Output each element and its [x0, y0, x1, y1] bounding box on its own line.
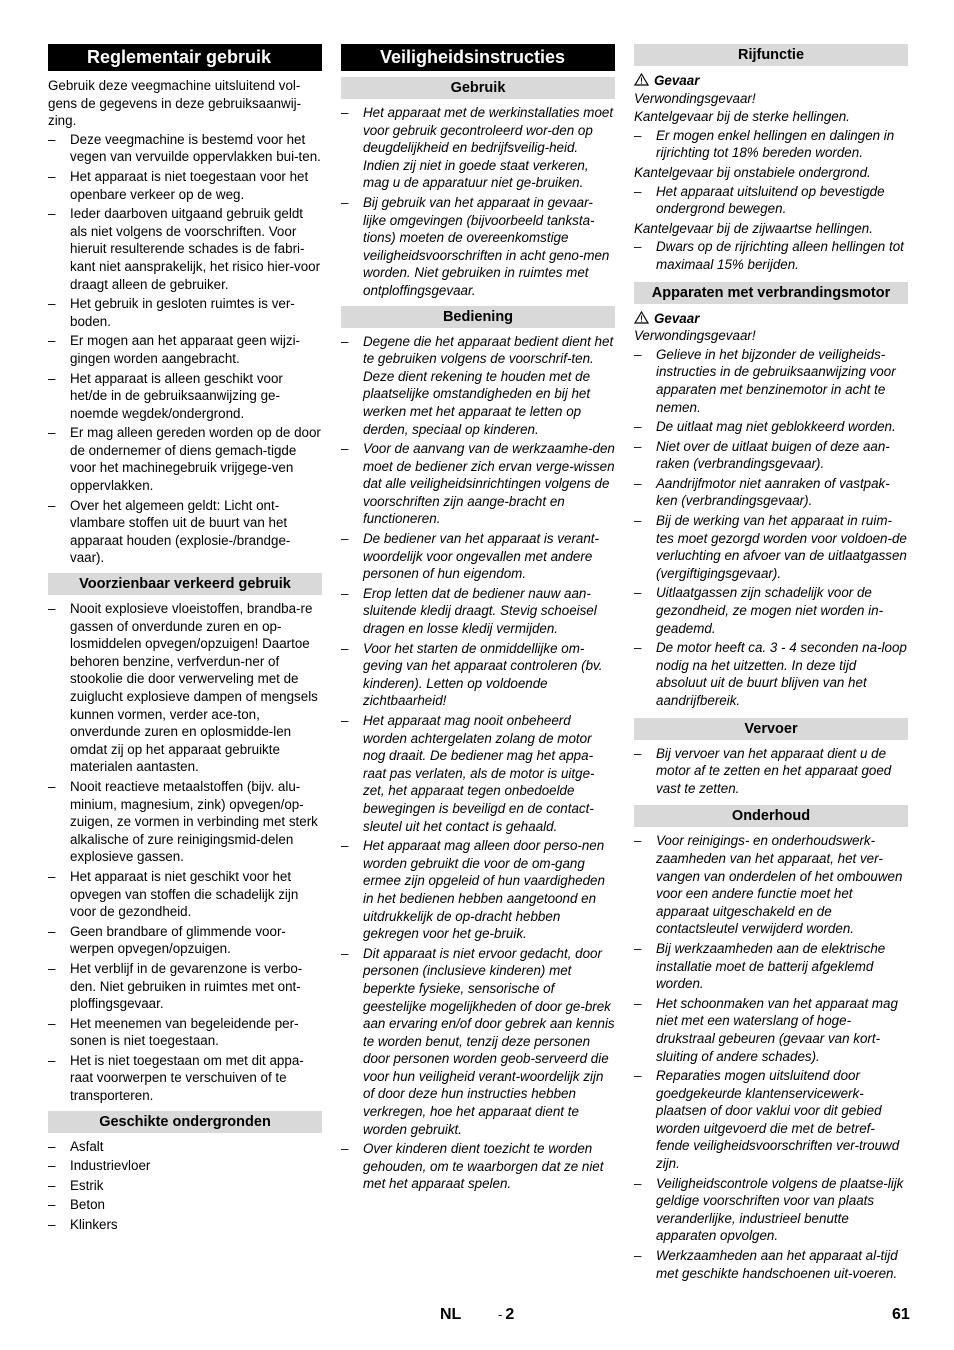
warning-triangle-icon [634, 73, 649, 86]
warning-engine [634, 310, 908, 328]
column-right [634, 44, 908, 1284]
risk-text: Verwondingsgevaar! [634, 328, 756, 344]
list-item: – Het apparaat is niet geschikt voor het opvegen van stoffen die schadelijk zijn voor de gezondheid. [48, 868, 322, 921]
column-left [48, 44, 322, 1236]
column-middle [341, 44, 615, 1195]
surfaces-list [48, 1138, 322, 1234]
subsection-title-driving: Rijfunctie [634, 44, 908, 66]
warning-triangle-icon [634, 311, 649, 324]
list-item: – Dwars op de rijrichting alleen hellingen tot maximaal 15% berijden. [634, 238, 908, 273]
intro-text: Gebruik deze veegmachine uitsluitend vol-gens de gegevens in deze gebruiksaanwij-zing. [48, 78, 302, 129]
subsection-title-misuse: Voorzienbaar verkeerd gebruik [48, 573, 322, 595]
footer-language: NL [440, 1306, 462, 1323]
subsection-title-transport: Vervoer [634, 718, 908, 740]
risk-text: Verwondingsgevaar! [634, 90, 756, 106]
list-item: – Geen brandbare of glimmende voor-werpen opvegen/opzuigen. [48, 923, 322, 958]
list-item: – Degene die het apparaat bedient dient het te gebruiken volgens de voorschrif-ten. Deze dient rekening te houden met de plaatselijke omstandigheden en bij het werken met het apparaat te letten op derden, speciaal op kinderen. [341, 333, 615, 439]
list-item: – Het apparaat met de werkinstallaties moet voor gebruik gecontroleerd wor-den op deugdelijkheid en bedrijfsveilig-heid. Indien zij niet in goede staat verkeren, mag u de apparatuur niet ge-bruiken. [341, 104, 615, 192]
list-item: – Het meenemen van begeleidende per-sonen is niet toegestaan. [48, 1015, 322, 1050]
subsection-title-surfaces: Geschikte ondergronden [48, 1111, 322, 1133]
list-item: – Bij werkzaamheden aan de elektrische installatie moet de batterij afgeklemd worden. [634, 940, 908, 993]
list-item: – Ieder daarboven uitgaand gebruik geldt als niet volgens de voorschriften. Voor hieruit resulterende schades is de fabri-kant niet aansprakelijk, het risico hier-voor draagt alleen de gebruiker. [48, 205, 322, 293]
list-item: – Deze veegmachine is bestemd voor het vegen van vervuilde oppervlakken bui-ten. [48, 131, 322, 166]
list-item: – Het apparaat is alleen geschikt voor het/de in de gebruiksaanwijzing ge-noemde wegdek/ondergrond. [48, 370, 322, 423]
list-item: – Gelieve in het bijzonder de veiligheids-instructies in de gebruiksaanwijzing voor apparaten met benzinemotor in acht te nemen. [634, 346, 908, 416]
warning-label: Gevaar [654, 310, 700, 326]
list-item: – Asfalt [48, 1138, 322, 1156]
misuse-list [48, 600, 322, 1105]
list-item: – Uitlaatgassen zijn schadelijk voor de gezondheid, ze mogen niet worden in-geademd. [634, 584, 908, 637]
list-item: – Voor de aanvang van de werkzaamhe-den moet de bediener zich ervan verge-wissen dat alle veiligheidsinrichtingen volgens de voorschriften zijn aange-bracht en functioneren. [341, 440, 615, 528]
subsection-title-use: Gebruik [341, 77, 615, 99]
list-item: – Dit apparaat is niet ervoor gedacht, door personen (inclusieve kinderen) met beperkte fysieke, sensorische of geestelijke mogelijkheden of door ge-brek aan ervaring en/of door gebrek aan kennis te worden benut, tenzij deze personen door personen worden geob-serveerd die voor hun veiligheid verant-woordelijk zijn of door deze hun instructies hebben verkregen, hoe het apparaat dient te worden gebruikt. [341, 945, 615, 1139]
warning-driving [634, 72, 908, 90]
footer-page [498, 1306, 514, 1324]
list-item: – Over kinderen dient toezicht te worden gehouden, om te waarborgen dat ze niet met het apparaat spelen. [341, 1140, 615, 1193]
list-item: – Nooit explosieve vloeistoffen, brandba-re gassen of onverdunde zuren en op-losmiddelen opvegen/opzuigen! Daartoe behoren benzine, verfverdun-ner of stookolie die door verwerveling met de zuiglucht explosieve dampen of mengsels kunnen vormen, verder ace-ton, onverdunde zuren en oplosmidde-len omdat zij op het apparaat gebruikte materialen aantasten. [48, 600, 322, 776]
tilt-text-1: Kantelgevaar bij de sterke hellingen. [634, 109, 850, 125]
list-item: – Werkzaamheden aan het apparaat al-tijd met geschikte handschoenen uit-voeren. [634, 1247, 908, 1282]
intended-use-list [48, 131, 322, 567]
list-item: – Reparaties mogen uitsluitend door goedgekeurde klantenservicewerk-plaatsen of door vaklui voor dit gebied worden uitgevoerd die met de betref-fende veiligheidsvoorschriften ver-trouwd zijn. [634, 1067, 908, 1173]
page-footer [0, 1306, 954, 1330]
list-item: – Het schoonmaken van het apparaat mag niet met een waterslang of hoge-drukstraal gebeuren (gevaar van kort-sluiting of andere schades). [634, 995, 908, 1065]
list-item: – Er mag alleen gereden worden op de door de ondernemer of diens gemach-tigde voor het machinegebruik vrijgege-ven oppervlakken. [48, 424, 322, 494]
list-item: – Het apparaat is niet toegestaan voor het openbare verkeer op de weg. [48, 168, 322, 203]
list-item: – Het apparaat mag alleen door perso-nen worden gebruikt die voor de om-gang ermee zijn opgeleid of hun vaardigheden in het bedienen hebben aangetoond en uitdrukkelijk de op-dracht hebben gekregen voor het ge-bruik. [341, 837, 615, 943]
list-item: – Bij vervoer van het apparaat dient u de motor af te zetten en het apparaat goed vast te zetten. [634, 745, 908, 798]
footer-manual-page: 61 [892, 1306, 910, 1323]
list-item: – Industrievloer [48, 1157, 322, 1175]
subsection-title-operation: Bediening [341, 306, 615, 328]
list-item: – Estrik [48, 1177, 322, 1195]
transport-list [634, 745, 908, 798]
list-item: – Er mogen aan het apparaat geen wijzi-gingen worden aangebracht. [48, 332, 322, 367]
list-item: – Nooit reactieve metaalstoffen (bijv. alu-minium, magnesium, zink) opvegen/op-zuigen, ze vormen in verbinding met sterk alkalische of zure reinigingsmid-delen explosieve gassen. [48, 778, 322, 866]
tilt-text-2: Kantelgevaar bij onstabiele ondergrond. [634, 164, 871, 180]
footer-dash: - [498, 1307, 503, 1322]
footer-page-number: 2 [505, 1306, 515, 1323]
list-item: – Niet over de uitlaat buigen of deze aan-raken (verbrandingsgevaar). [634, 438, 908, 473]
warning-label: Gevaar [654, 73, 700, 88]
use-list [341, 104, 615, 300]
list-item: – De motor heeft ca. 3 - 4 seconden na-loop nodig na het uitzetten. In deze tijd absoluut uit de buurt blijven van het aandrijfbereik. [634, 639, 908, 709]
list-item: – Het apparaat uitsluitend op bevestigde ondergrond bewegen. [634, 183, 908, 218]
list-item: – Het is niet toegestaan om met dit appa-raat voorwerpen te verschuiven of te transporteren. [48, 1052, 322, 1105]
section-title-intended-use: Reglementair gebruik [48, 44, 322, 71]
list-item: – Voor het starten de onmiddellijke om-geving van het apparaat controleren (bv. kinderen). Letten op voldoende zichtbaarheid! [341, 640, 615, 710]
list-item: – De uitlaat mag niet geblokkeerd worden. [634, 418, 908, 436]
list-item: – Klinkers [48, 1216, 322, 1234]
list-item: – Het apparaat mag nooit onbeheerd worden achtergelaten zolang de motor nog draait. De bediener mag het appa-raat pas verlaten, als de motor is uitge-zet, het apparaat tegen onbedoelde bewegingen is beveiligd en de contact-sleutel uit het contact is gehaald. [341, 712, 615, 835]
operation-list [341, 333, 615, 1194]
list-item: – Er mogen enkel hellingen en dalingen in rijrichting tot 18% bereden worden. [634, 127, 908, 162]
list-item: – Bij de werking van het apparaat in ruim-tes moet gezorgd worden voor voldoen-de verluchting en afvoer van de uitlaatgassen (vergiftigingsgevaar). [634, 512, 908, 582]
list-item: – Beton [48, 1196, 322, 1214]
list-item: – Het verblijf in de gevarenzone is verbo-den. Niet gebruiken in ruimtes met ont-ploffingsgevaar. [48, 960, 322, 1013]
subsection-title-engine: Apparaten met verbrandingsmotor [634, 282, 908, 304]
engine-list [634, 346, 908, 710]
list-item: – De bediener van het apparaat is verant-woordelijk voor ongevallen met andere personen of hun eigendom. [341, 530, 615, 583]
tilt-text-3: Kantelgevaar bij de zijwaartse hellingen. [634, 220, 873, 236]
list-item: – Over het algemeen geldt: Licht ont-vlambare stoffen uit de buurt van het apparaat houden (explosie-/brandge-vaar). [48, 497, 322, 567]
list-item: – Voor reinigings- en onderhoudswerk-zaamheden van het apparaat, het ver-vangen van onderdelen of het ombouwen voor een andere functie moet het apparaat uitgeschakeld en de contactsleutel verwijderd worden. [634, 832, 908, 938]
list-item: – Bij gebruik van het apparaat in gevaar-lijke omgevingen (bijvoorbeeld tanksta-tions) moeten de overeenkomstige veiligheidsvoorschriften in acht geno-men worden. Niet gebruiken in ruimtes met ontploffingsgevaar. [341, 194, 615, 300]
list-item: – Veiligheidscontrole volgens de plaatse-lijk geldige voorschriften voor van plaats veranderlijke, industrieel benutte apparaten opvolgen. [634, 1175, 908, 1245]
subsection-title-maintenance: Onderhoud [634, 805, 908, 827]
list-item: – Erop letten dat de bediener nauw aan-sluitende kledij draagt. Stevig schoeisel dragen en losse kledij vermijden. [341, 585, 615, 638]
list-item: – Het gebruik in gesloten ruimtes is ver-boden. [48, 295, 322, 330]
list-item: – Aandrijfmotor niet aanraken of vastpak-ken (verbrandingsgevaar). [634, 475, 908, 510]
maintenance-list [634, 832, 908, 1282]
section-title-safety: Veiligheidsinstructies [341, 44, 615, 71]
